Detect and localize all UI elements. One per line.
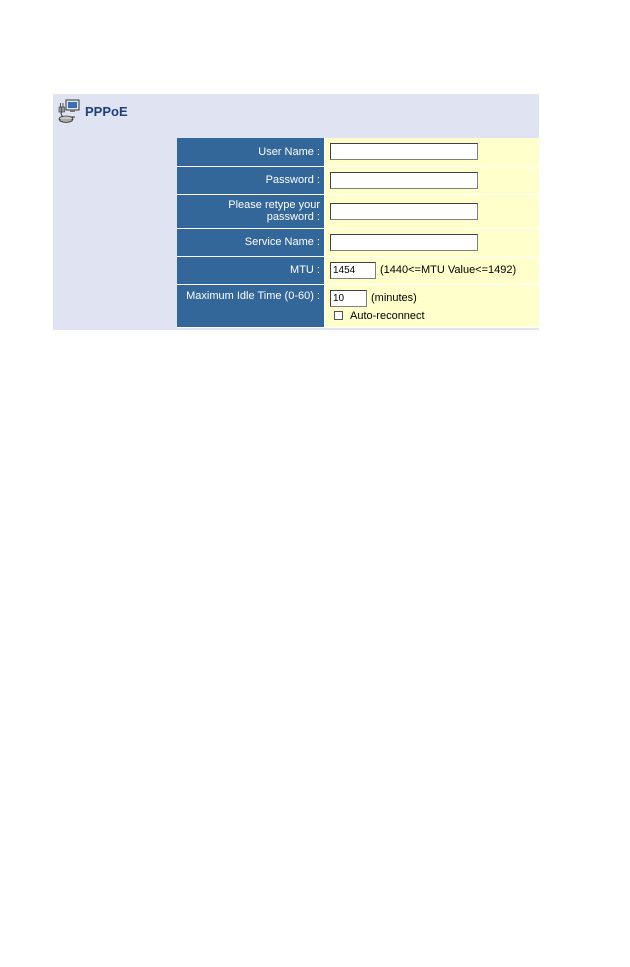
retype-password-input[interactable]	[330, 203, 478, 220]
row-user-name	[177, 138, 539, 166]
auto-reconnect-label[interactable]: Auto-reconnect	[350, 309, 425, 322]
service-name-input[interactable]	[330, 234, 478, 251]
user-name-input[interactable]	[330, 143, 478, 160]
mtu-input[interactable]	[330, 262, 376, 279]
row-service-name	[177, 228, 539, 256]
retype-password-label-text: Please retype your password :	[228, 199, 320, 223]
section-header	[53, 94, 353, 128]
auto-reconnect-row	[330, 310, 539, 322]
idle-time-input[interactable]	[330, 290, 367, 307]
row-mtu	[177, 256, 539, 284]
password-label: Password :	[177, 166, 325, 194]
row-password	[177, 166, 539, 194]
network-computer-icon	[57, 99, 81, 123]
section-title: PPPoE	[85, 103, 128, 119]
pppoe-panel	[53, 94, 539, 330]
pppoe-form	[177, 138, 539, 328]
user-name-label: User Name :	[177, 138, 325, 166]
mtu-hint: (1440<=MTU Value<=1492)	[380, 264, 517, 276]
password-input[interactable]	[330, 172, 478, 189]
row-idle-time	[177, 284, 539, 327]
auto-reconnect-checkbox[interactable]	[334, 311, 343, 320]
retype-password-label	[177, 194, 325, 228]
row-retype-password	[177, 194, 539, 228]
mtu-label: MTU :	[177, 256, 325, 284]
idle-time-unit: (minutes)	[371, 292, 417, 304]
service-name-label: Service Name :	[177, 228, 325, 256]
idle-time-label: Maximum Idle Time (0-60) :	[177, 284, 325, 327]
